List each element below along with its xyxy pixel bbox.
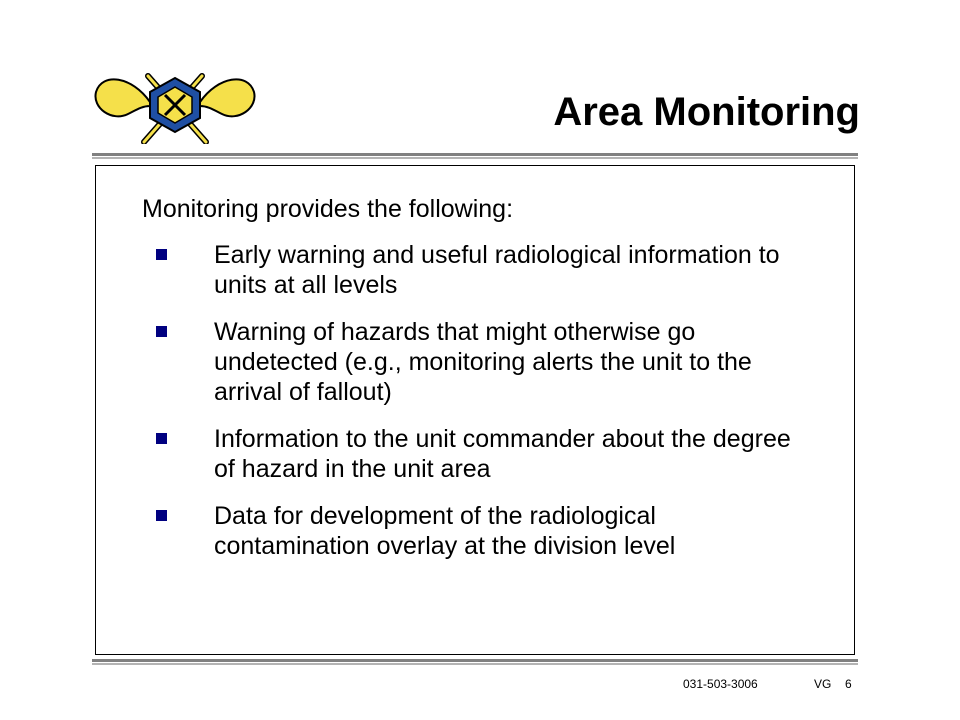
footer-divider — [92, 659, 858, 665]
list-item — [154, 501, 804, 561]
slide-title: Area Monitoring — [553, 90, 860, 134]
list-item — [154, 424, 804, 484]
bullet-text: Information to the unit commander about the degree of hazard in the unit area — [214, 425, 791, 483]
intro-text: Monitoring provides the following: — [142, 195, 514, 223]
bullet-list — [154, 240, 804, 578]
bullet-text: Early warning and useful radiological information to units at all levels — [214, 241, 780, 299]
footer-page-number: 6 — [845, 677, 852, 691]
list-item — [154, 240, 804, 300]
title-divider — [92, 153, 858, 159]
chemical-corps-logo-icon — [92, 68, 258, 144]
bullet-text: Data for development of the radiological contamination overlay at the division level — [214, 502, 676, 560]
square-bullet-icon — [156, 249, 167, 260]
bullet-text: Warning of hazards that might otherwise go undetected (e.g., monitoring alerts the unit to the arrival of fallout) — [214, 318, 752, 406]
square-bullet-icon — [156, 510, 167, 521]
footer-vg-label: VG — [814, 677, 832, 691]
square-bullet-icon — [156, 326, 167, 337]
footer-course-code: 031-503-3006 — [683, 677, 758, 691]
content-panel — [95, 165, 855, 655]
square-bullet-icon — [156, 433, 167, 444]
list-item — [154, 317, 804, 407]
